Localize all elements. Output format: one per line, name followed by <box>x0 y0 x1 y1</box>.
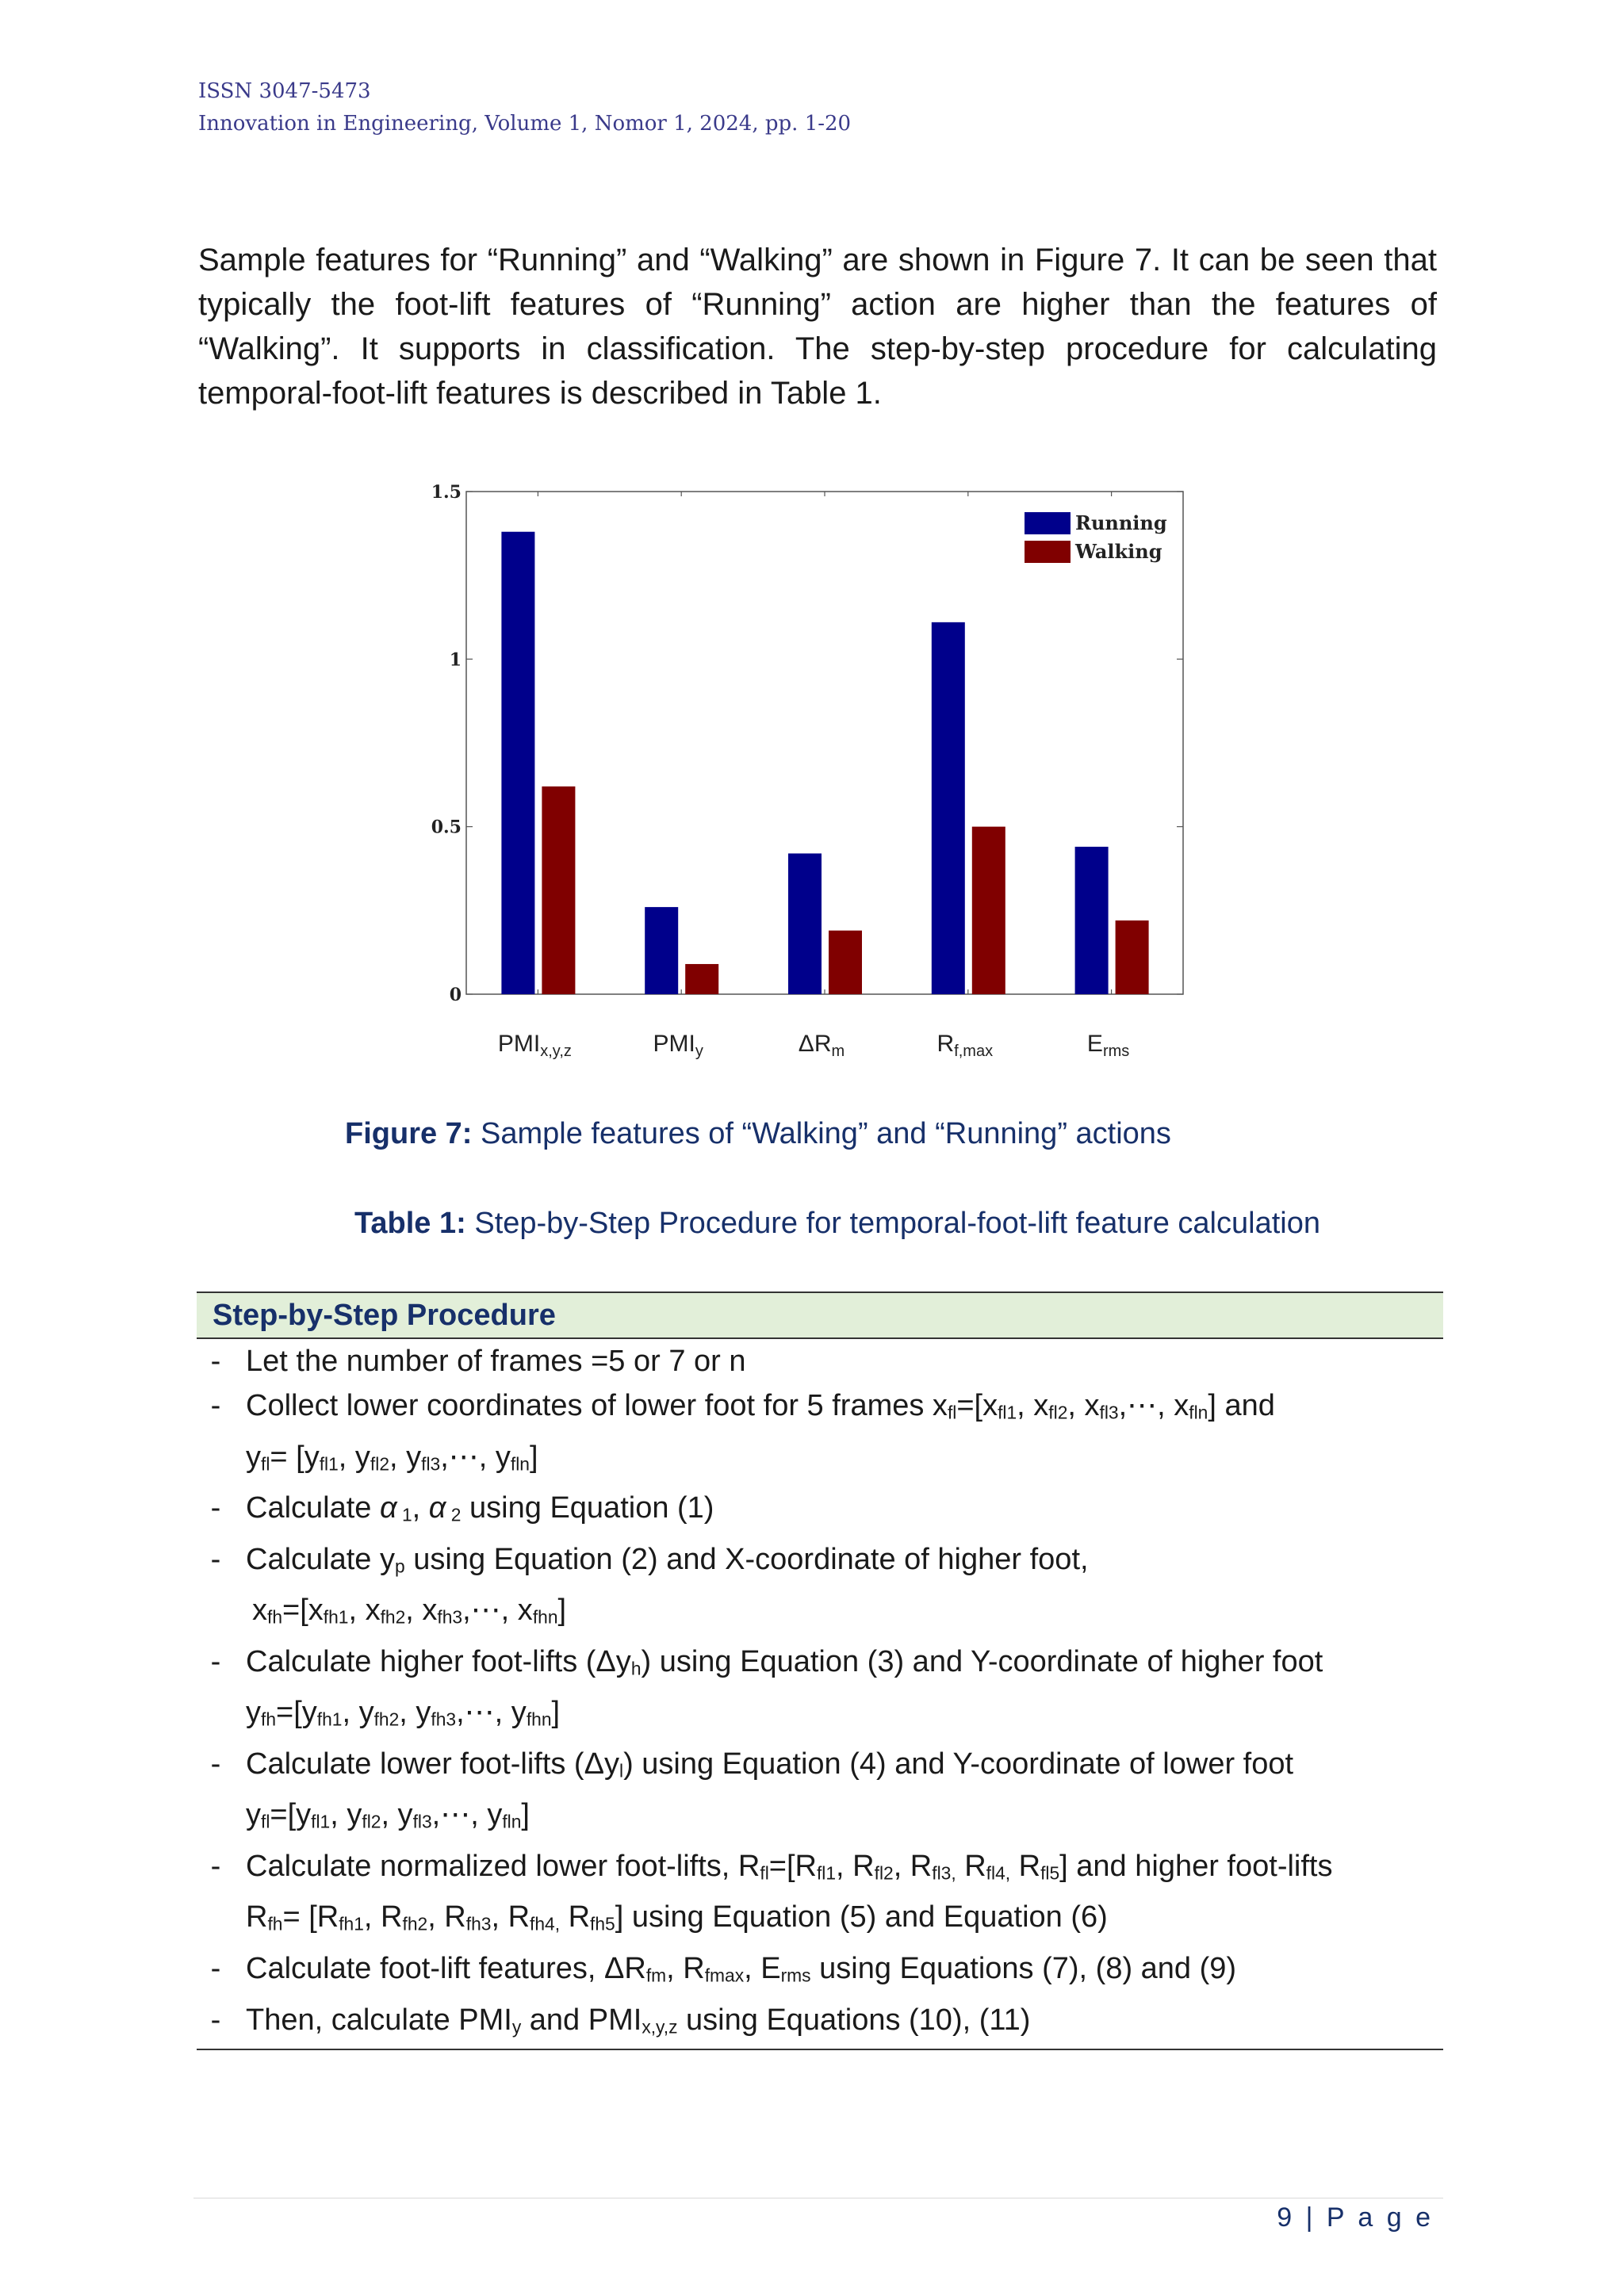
legend-swatch-walking <box>1025 541 1071 563</box>
journal-citation: Innovation in Engineering, Volume 1, Nomor 1, 2024, pp. 1-20 <box>198 112 852 136</box>
step-dash: - <box>210 1491 221 1525</box>
bar-chart <box>396 468 1205 1070</box>
y-tick-label: 1.5 <box>431 482 462 503</box>
table-caption-text: Step-by-Step Procedure for temporal-foot-lift feature calculation <box>474 1207 1320 1240</box>
step-dash: - <box>210 1345 221 1378</box>
bar-running-5 <box>1075 847 1109 994</box>
step-3: - Calculate α 1, α 2 using Equation (1) <box>208 1486 1427 1537</box>
legend-swatch-running <box>1025 512 1071 534</box>
x-tick-label: $PMI_{x,y,z}$ <box>497 1031 572 1060</box>
step-6: - Calculate lower foot-lifts (Δyl) using Equation (4) and Y-coordinate of lower foot yfl=[yfl1, yfl2, yfl3,⋯, yfln] <box>208 1742 1427 1844</box>
chart-x-labels <box>498 1031 1129 1060</box>
step-dash: - <box>210 1849 221 1883</box>
procedure-table-body <box>197 1339 1443 2049</box>
bar-walking-3 <box>829 931 862 994</box>
bar-running-3 <box>788 853 822 994</box>
step-5: - Calculate higher foot-lifts (Δyh) using Equation (3) and Y-coordinate of higher foot yfh=[yfh1, yfh2, yfh3,⋯, yfhn] <box>208 1640 1427 1742</box>
bar-walking-4 <box>972 827 1005 994</box>
step-9: - Then, calculate PMIy and PMIx,y,z using Equations (10), (11) <box>208 1998 1427 2049</box>
legend-label-running: Running <box>1075 511 1167 534</box>
figure-caption-label: Figure 7: <box>345 1117 473 1150</box>
step-dash: - <box>210 2003 221 2037</box>
page-number: 9 | P a g e <box>1277 2202 1434 2233</box>
x-tick-label: $E_{rms}$ <box>1086 1031 1130 1060</box>
body-paragraph: Sample features for “Running” and “Walking” are shown in Figure 7. It can be seen that typically the foot-lift features of “Running” action are higher than the features of “Walking”. It supports in classification. The step-by-step procedure for calculating temporal-foot-lift features is described in Table 1. <box>198 243 1437 411</box>
bar-walking-5 <box>1116 920 1149 994</box>
step-dash: - <box>210 1747 221 1781</box>
step-dash: - <box>210 1952 221 1986</box>
procedure-table-header: Step-by-Step Procedure <box>197 1293 1443 1339</box>
step-dash: - <box>210 1389 221 1422</box>
bar-running-4 <box>932 622 965 994</box>
procedure-table <box>197 1292 1443 2050</box>
bar-running-2 <box>645 907 678 994</box>
table-caption-label: Table 1: <box>354 1207 466 1240</box>
bar-running-1 <box>501 532 534 994</box>
chart-legend <box>1025 511 1167 563</box>
step-dash: - <box>210 1644 221 1678</box>
journal-issn: ISSN 3047-5473 <box>198 79 371 103</box>
x-tick-label: $PMI_y$ <box>653 1031 703 1060</box>
y-tick-label: 0.5 <box>431 817 462 838</box>
y-tick-label: 1 <box>449 649 462 671</box>
y-tick-label: 0 <box>449 985 462 1005</box>
step-dash: - <box>210 1542 221 1576</box>
step-7: - Calculate normalized lower foot-lifts, Rfl=[Rfl1, Rfl2, Rfl3, Rfl4, Rfl5] and higher foot-lifts Rfh= [Rfh1, Rfh2, Rfh3, Rfh4, Rfh5] using Equation (5) and Equation (6) <box>208 1844 1427 1946</box>
table-caption <box>354 1203 1320 1243</box>
step-8: - Calculate foot-lift features, ΔRfm, Rfmax, Erms using Equations (7), (8) and (9) <box>208 1946 1427 1998</box>
step-1: - Let the number of frames =5 or 7 or n <box>208 1339 1427 1383</box>
x-tick-label: $R_{f,max}$ <box>936 1031 994 1060</box>
bar-walking-1 <box>542 786 575 994</box>
figure-caption-text: Sample features of “Walking” and “Running” actions <box>481 1117 1171 1150</box>
figure-caption <box>345 1114 1171 1154</box>
chart-bars <box>501 532 1148 994</box>
step-2: - Collect lower coordinates of lower foot for 5 frames xfl=[xfl1, xfl2, xfl3,⋯, xfln] and yfl= [yfl1, yfl2, yfl3,⋯, yfln] <box>208 1383 1427 1486</box>
step-4: - Calculate yp using Equation (2) and X-coordinate of higher foot, xfh=[xfh1, xfh2, xfh3,⋯, xfhn] <box>208 1537 1427 1640</box>
bar-walking-2 <box>685 964 718 994</box>
x-tick-label: $\Delta R_m$ <box>798 1031 845 1060</box>
legend-label-walking: Walking <box>1075 540 1162 563</box>
